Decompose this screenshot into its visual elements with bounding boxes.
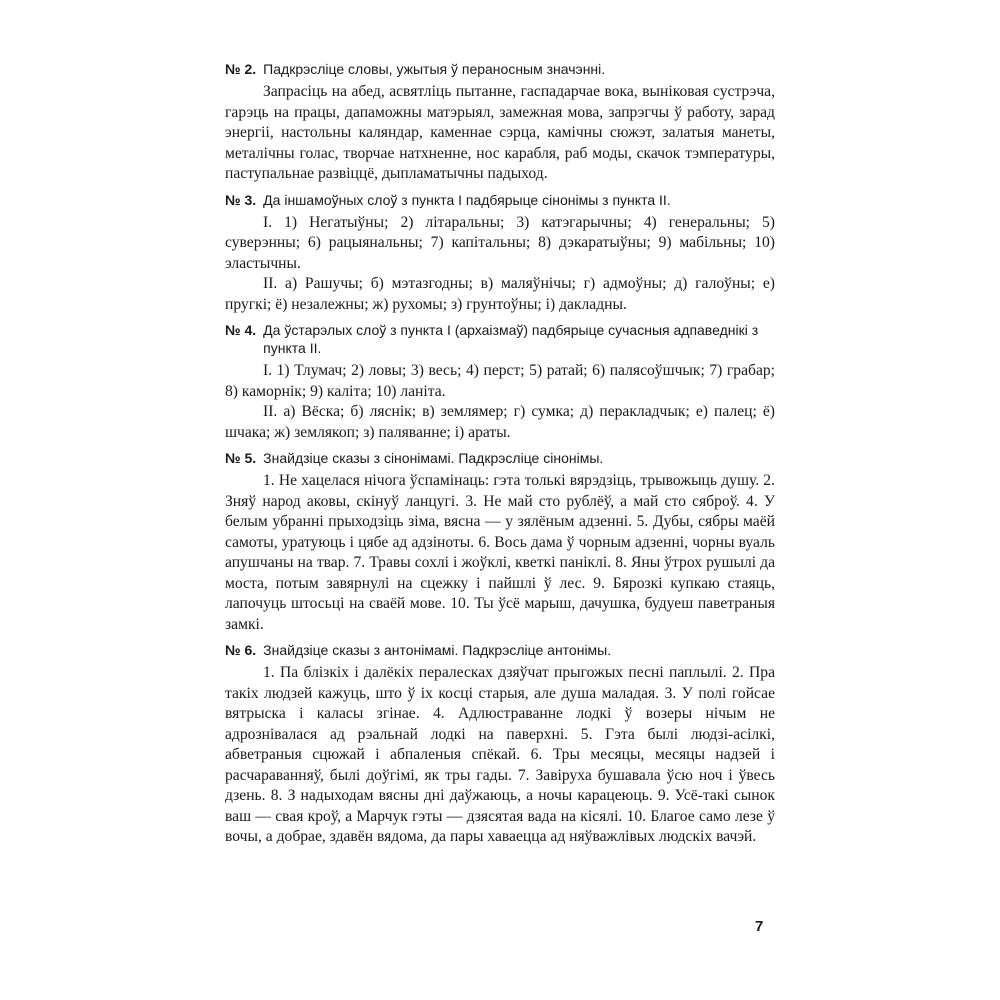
page-number: 7 (755, 918, 764, 935)
task-heading (225, 449, 775, 467)
task-2 (225, 60, 775, 185)
task-paragraph: І. 1) Негатыўны; 2) літаральны; 3) катэгарычны; 4) генеральны; 5) суверэнны; 6) рацыянальны; 7) капітальны; 8) дэкаратыўны; 9) мабільны; 10) эластычны. (225, 213, 775, 272)
task-title: Знайдзіце сказы з сінонімамі. Падкрэсліце сінонімы. (263, 450, 604, 466)
task-5 (225, 449, 775, 635)
task-heading (225, 60, 775, 78)
task-number: № 5. (225, 450, 257, 466)
task-heading (225, 191, 775, 209)
task-title: Да ўстарэлых слоў з пункта І (архаізмаў) падбярыце сучасныя адпаведнікі з пункта ІІ. (263, 322, 759, 356)
task-paragraph: ІІ. а) Рашучы; б) мэтазгодны; в) маляўнічы; г) адмоўны; д) галоўны; е) пругкі; ё) незалежны; ж) рухомы; з) грунтоўны; і) дакладны. (225, 275, 775, 313)
task-number: № 4. (225, 322, 257, 338)
task-paragraph: 1. Не хацелася нічога ўспамінаць: гэта толькі вярэдзіць, трывожыць душу. 2. Зняў народ аковы, скінуў ланцугі. 3. Не май сто рублёў, а май сто сяброў. 4. У белым убранні прыходзіць зіма, вясна — у зялёным адзенні. 5. Дубы, сябры маёй самоты, уратуюць і цябе ад адзіноты. 6. Вось дама ў чорным адзенні, чорны вуаль апушчаны на твар. 7. Травы сохлі і жоўклі, кветкі паніклі. 8. Яны ўтрох рушылі да моста, потым завярнулі на сцежку і пайшлі ў лес. 9. Бярозкі купкаю стаяць, лапочуць штосьці на сваёй мове. 10. Ты ўсё марыш, дачушка, будуеш паветраныя замкі. (225, 472, 775, 633)
task-title: Знайдзіце сказы з антонімамі. Падкрэсліце антонімы. (263, 642, 612, 658)
task-number: № 3. (225, 191, 257, 208)
task-paragraph: 1. Па блізкіх і далёкіх пералесках дзяўчат прыгожых песні паплылі. 2. Пра такіх людзей кажуць, што ў іх косці старыя, але душа маладая. 3. У полі гойсае вятрыска і каласы згінае. 4. Адлюстраванне лодкі ў возеры нічым не адрознівалася ад рэальнай лодкі на паверхні. 5. Гэта былі людзі-асілкі, абветраныя сцюжай і абпаленыя спёкай. 6. Тры месяцы, месяцы надзей і расчараванняў, былі доўгімі, як тры гады. 7. Завіруха бушавала ўсю ноч і ўвесь дзень. 8. З надыходам вясны дні даўжаюць, а ночы карацеюць. 9. Усё-такі сынок ваш — свая кроў, а Марчук гэты — дзясятая вада на кісялі. 10. Благое само лезе ў вочы, а добрае, здавён вядома, да пары хаваецца ад няўважлівых людскіх вачэй. (225, 664, 775, 845)
task-3 (225, 191, 775, 316)
task-paragraph: Запрасіць на абед, асвятліць пытанне, гаспадарчае вока, выніковая сустрэча, гарэць на працы, дапаможны матэрыял, замежная мова, запрэгчы ў работу, зарад энергіі, настольны каляндар, каменнае сэрца, камічны сюжэт, залатыя манеты, металічны голас, творчае натхненне, нос карабля, раб моды, скачок тэмпературы, паступальнае развіццё, дыпламатычны падыход. (225, 83, 775, 182)
task-paragraph: І. 1) Тлумач; 2) ловы; 3) весь; 4) перст; 5) ратай; 6) палясоўшчык; 7) грабар; 8) каморнік; 9) каліта; 10) ланіта. (225, 362, 775, 400)
task-6 (225, 641, 775, 848)
task-heading (225, 321, 775, 357)
task-paragraph: ІІ. а) Вёска; б) ляснік; в) землямер; г) сумка; д) перакладчык; е) палец; ё) шчака; ж) землякоп; з) паляванне; і) араты. (225, 403, 775, 441)
task-number: № 2. (225, 61, 257, 77)
task-title: Падкрэсліце словы, ужытыя ў пераносным значэнні. (263, 61, 606, 77)
task-4 (225, 321, 775, 443)
task-heading (225, 641, 775, 659)
task-title: Да іншамоўных слоў з пункта І падбярыце сінонімы з пункта ІІ. (263, 191, 671, 208)
task-number: № 6. (225, 642, 257, 658)
page-content (225, 60, 775, 854)
